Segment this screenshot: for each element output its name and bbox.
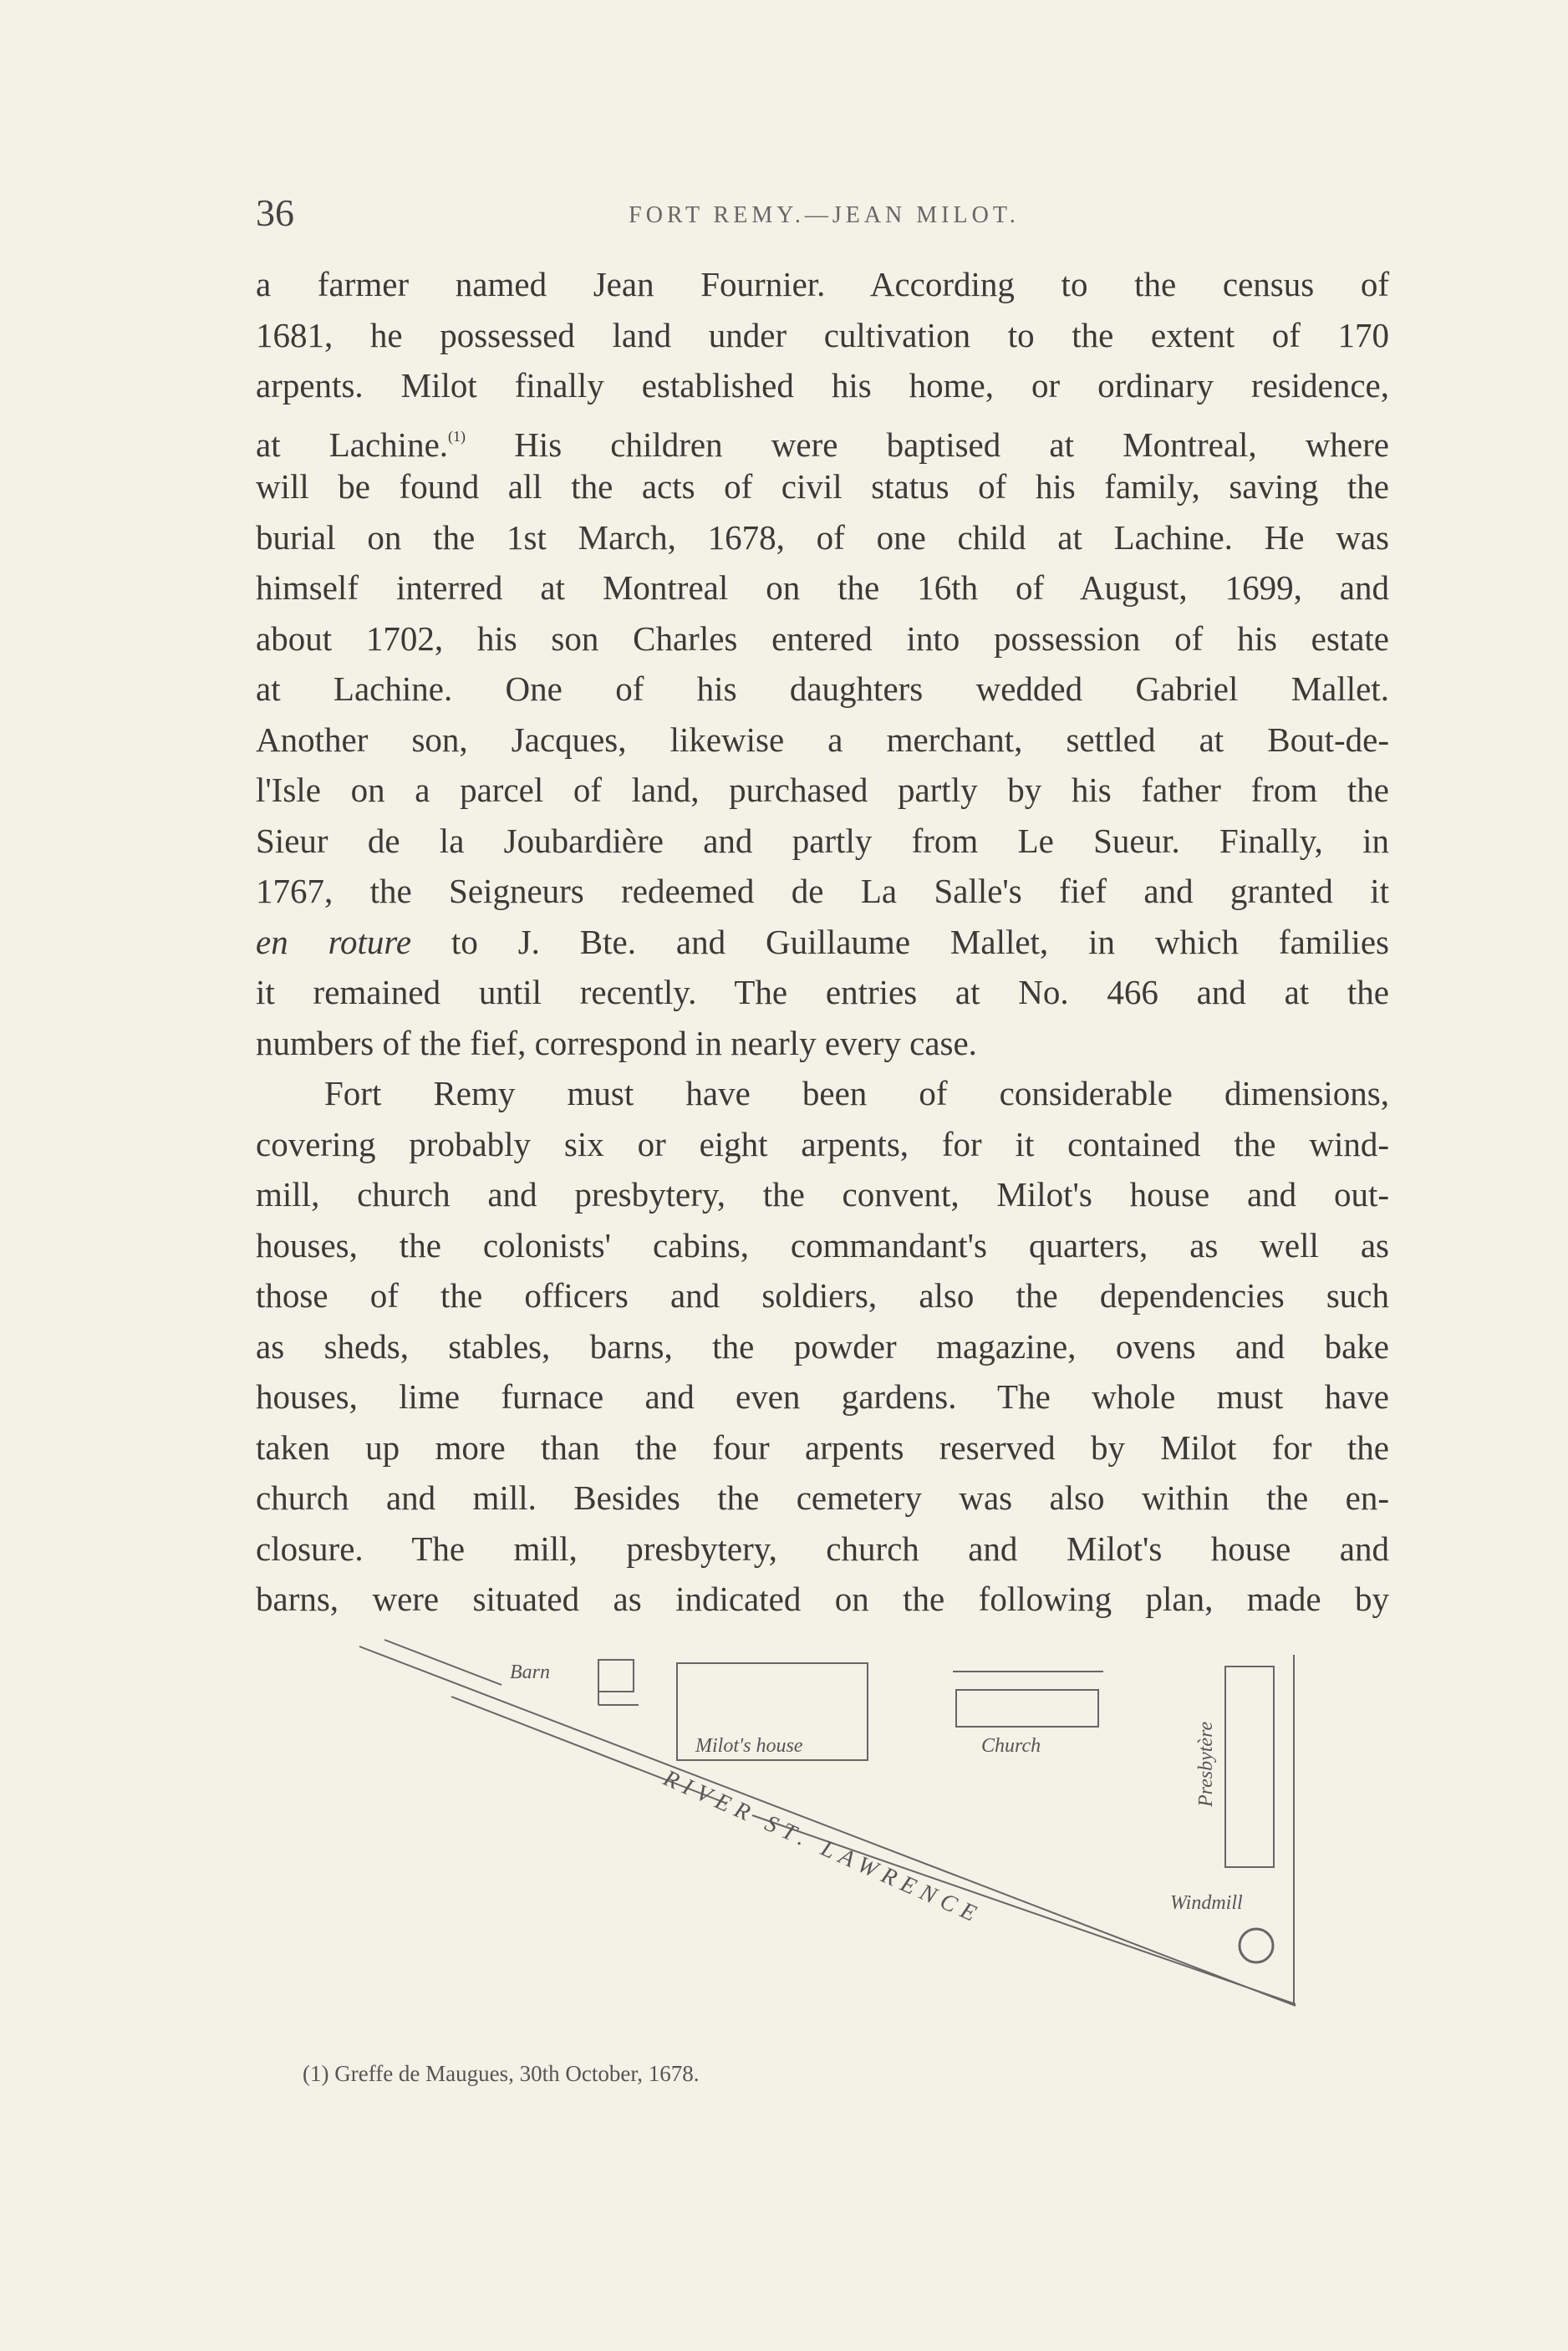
text-line: 1681, he possessed land under cultivation to the extent of 170 bbox=[256, 315, 1389, 354]
presbytere-outline bbox=[1225, 1667, 1274, 1867]
text-line: arpents. Milot finally established his home, or ordinary residence, bbox=[256, 366, 1389, 405]
windmill-label: Windmill bbox=[1170, 1892, 1243, 1914]
text-fragment: at Lachine. bbox=[256, 425, 449, 464]
text-line: numbers of the fief, correspond in nearly every case. bbox=[256, 1023, 977, 1062]
text-line: church and mill. Besides the cemetery was also within the en- bbox=[256, 1478, 1389, 1517]
text-line: a farmer named Jean Fournier. According to the census of bbox=[256, 265, 1389, 303]
running-head bbox=[256, 191, 1392, 241]
river-bank-line bbox=[359, 1646, 1296, 2006]
text-line: houses, the colonists' cabins, commandant's quarters, as well as bbox=[256, 1225, 1389, 1265]
text-line: those of the officers and soldiers, also the dependencies such bbox=[256, 1276, 1389, 1315]
italic-phrase: en roture bbox=[256, 922, 412, 961]
text-line: burial on the 1st March, 1678, of one child at Lachine. He was bbox=[256, 517, 1389, 557]
text-line bbox=[256, 411, 1389, 462]
text-line bbox=[256, 917, 1389, 968]
text-line: closure. The mill, presbytery, church and Milot's house and bbox=[256, 1529, 1389, 1568]
running-title: FORT REMY.—JEAN MILOT. bbox=[629, 202, 1020, 228]
river-label: RIVER ST. LAWRENCE bbox=[659, 1765, 986, 1930]
page-number: 36 bbox=[256, 191, 294, 234]
text-line: Fort Remy must have been of considerable dimensions, bbox=[324, 1074, 1389, 1112]
church-label: Church bbox=[981, 1735, 1041, 1757]
text-line: will be found all the acts of civil status of his family, saving the bbox=[256, 467, 1389, 506]
text-fragment: to J. Bte. and Guillaume Mallet, in which families bbox=[411, 922, 1390, 961]
site-plan bbox=[351, 1630, 1304, 2014]
text-line: it remained until recently. The entries at No. 466 and at the bbox=[256, 973, 1389, 1011]
text-line: Another son, Jacques, likewise a merchant, settled at Bout-de- bbox=[256, 720, 1389, 759]
body-text bbox=[256, 259, 1389, 1625]
footnote: (1) Greffe de Maugues, 30th October, 1678. bbox=[303, 2061, 700, 2086]
church-outline bbox=[956, 1690, 1098, 1727]
text-line: himself interred at Montreal on the 16th of August, 1699, and bbox=[256, 568, 1389, 607]
text-line: 1767, the Seigneurs redeemed de La Salle's fief and granted it bbox=[256, 872, 1389, 910]
milots-house-label: Milot's house bbox=[695, 1735, 803, 1757]
text-line: at Lachine. One of his daughters wedded Gabriel Mallet. bbox=[256, 669, 1389, 708]
text-line: houses, lime furnace and even gardens. The whole must have bbox=[256, 1377, 1389, 1416]
barn-label: Barn bbox=[510, 1661, 550, 1683]
windmill-icon bbox=[1240, 1929, 1273, 1962]
presbytere-label: Presbytère bbox=[1195, 1721, 1217, 1807]
text-fragment: His children were baptised at Montreal, where bbox=[466, 425, 1389, 464]
text-line: mill, church and presbytery, the convent, Milot's house and out- bbox=[256, 1175, 1389, 1214]
text-line: Sieur de la Joubardière and partly from Le Sueur. Finally, in bbox=[256, 821, 1389, 860]
text-line: covering probably six or eight arpents, for it contained the wind- bbox=[256, 1124, 1389, 1163]
text-line: about 1702, his son Charles entered into possession of his estate bbox=[256, 618, 1389, 658]
barn-outline bbox=[598, 1660, 634, 1692]
footnote-ref: (1) bbox=[448, 427, 466, 445]
text-line: as sheds, stables, barns, the powder magazine, ovens and bake bbox=[256, 1326, 1389, 1366]
text-line: barns, were situated as indicated on the following plan, made by bbox=[256, 1580, 1389, 1618]
text-line: taken up more than the four arpents reserved by Milot for the bbox=[256, 1427, 1389, 1467]
site-plan-drawing bbox=[351, 1630, 1304, 2014]
text-line: l'Isle on a parcel of land, purchased partly by his father from the bbox=[256, 771, 1389, 809]
